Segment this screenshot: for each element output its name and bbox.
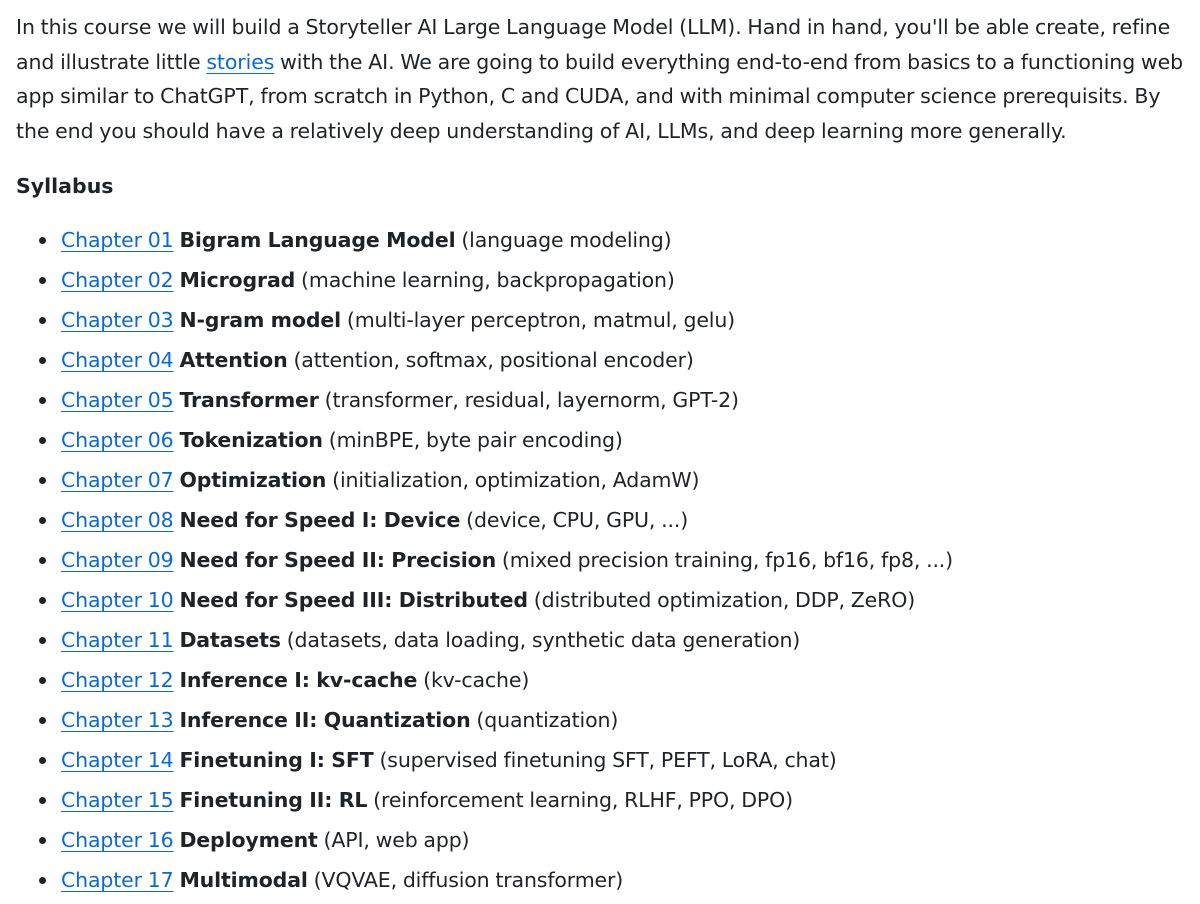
chapter-link[interactable]: Chapter 05 [61,388,174,413]
syllabus-item [16,783,1184,823]
intro-paragraph [16,10,1184,148]
syllabus-item [16,623,1184,663]
syllabus-item [16,823,1184,863]
intro-text-after: with the AI. We are going to build everything end-to-end from basics to a functioning web app similar to ChatGPT, from scratch in Python, C and CUDA, and with minimal computer science prerequisits. By the end you should have a relatively deep understanding of AI, LLMs, and deep learning more generally. [16,49,1184,143]
syllabus-item [16,503,1184,543]
chapter-title: Need for Speed III: Distributed [179,588,528,613]
chapter-link[interactable]: Chapter 04 [61,348,174,373]
chapter-description: (multi-layer perceptron, matmul, gelu) [346,308,736,333]
intro-text-before: In this course we will build a Storyteller AI Large Language Model (LLM). Hand in hand, you'll be able create, refine and illustrate little [16,15,1171,74]
chapter-link[interactable]: Chapter 11 [61,628,174,653]
syllabus-item [16,383,1184,423]
bullet-icon [39,557,46,564]
syllabus-item [16,583,1184,623]
chapter-description: (transformer, residual, layernorm, GPT-2) [324,388,739,413]
chapter-title: Micrograd [179,268,296,293]
chapter-description: (machine learning, backpropagation) [301,268,675,293]
chapter-description: (minBPE, byte pair encoding) [328,428,623,453]
chapter-link[interactable]: Chapter 02 [61,268,174,293]
chapter-title: Need for Speed I: Device [179,508,461,533]
chapter-link[interactable]: Chapter 14 [61,748,174,773]
chapter-description: (VQVAE, diffusion transformer) [313,868,624,893]
chapter-link[interactable]: Chapter 12 [61,668,174,693]
chapter-description: (quantization) [476,708,619,733]
bullet-icon [39,637,46,644]
chapter-description: (language modeling) [461,228,672,253]
chapter-title: Need for Speed II: Precision [179,548,497,573]
chapter-description: (distributed optimization, DDP, ZeRO) [533,588,916,613]
syllabus-list [16,223,1184,903]
bullet-icon [39,877,46,884]
bullet-icon [39,357,46,364]
syllabus-item [16,223,1184,263]
syllabus-heading: Syllabus [16,174,114,199]
chapter-description: (reinforcement learning, RLHF, PPO, DPO) [373,788,793,813]
syllabus-item [16,423,1184,463]
chapter-link[interactable]: Chapter 08 [61,508,174,533]
chapter-link[interactable]: Chapter 03 [61,308,174,333]
bullet-icon [39,277,46,284]
bullet-icon [39,477,46,484]
chapter-description: (API, web app) [323,828,470,853]
chapter-title: Multimodal [179,868,308,893]
chapter-title: Optimization [179,468,327,493]
chapter-description: (datasets, data loading, synthetic data generation) [286,628,801,653]
chapter-title: Inference I: kv-cache [179,668,418,693]
bullet-icon [39,597,46,604]
bullet-icon [39,397,46,404]
bullet-icon [39,437,46,444]
chapter-description: (device, CPU, GPU, ...) [466,508,689,533]
chapter-title: Transformer [179,388,319,413]
chapter-title: Deployment [179,828,318,853]
chapter-link[interactable]: Chapter 06 [61,428,174,453]
syllabus-item [16,463,1184,503]
chapter-description: (mixed precision training, fp16, bf16, fp8, ...) [501,548,954,573]
chapter-link[interactable]: Chapter 16 [61,828,174,853]
chapter-title: Tokenization [179,428,323,453]
chapter-title: Attention [179,348,288,373]
chapter-description: (initialization, optimization, AdamW) [332,468,700,493]
bullet-icon [39,757,46,764]
bullet-icon [39,517,46,524]
bullet-icon [39,317,46,324]
chapter-title: Inference II: Quantization [179,708,471,733]
stories-link[interactable]: stories [206,49,275,74]
chapter-description: (supervised finetuning SFT, PEFT, LoRA, chat) [379,748,837,773]
chapter-link[interactable]: Chapter 17 [61,868,174,893]
chapter-title: Bigram Language Model [179,228,456,253]
bullet-icon [39,837,46,844]
chapter-title: Finetuning I: SFT [179,748,374,773]
syllabus-item [16,743,1184,783]
syllabus-item [16,263,1184,303]
syllabus-item [16,863,1184,903]
chapter-description: (kv-cache) [423,668,530,693]
syllabus-item [16,663,1184,703]
syllabus-item [16,543,1184,583]
syllabus-item [16,303,1184,343]
bullet-icon [39,677,46,684]
chapter-link[interactable]: Chapter 09 [61,548,174,573]
chapter-link[interactable]: Chapter 07 [61,468,174,493]
chapter-title: Finetuning II: RL [179,788,368,813]
chapter-link[interactable]: Chapter 10 [61,588,174,613]
chapter-title: N-gram model [179,308,341,333]
chapter-description: (attention, softmax, positional encoder) [293,348,694,373]
syllabus-item [16,703,1184,743]
chapter-link[interactable]: Chapter 15 [61,788,174,813]
bullet-icon [39,717,46,724]
chapter-title: Datasets [179,628,281,653]
bullet-icon [39,797,46,804]
chapter-link[interactable]: Chapter 13 [61,708,174,733]
syllabus-item [16,343,1184,383]
chapter-link[interactable]: Chapter 01 [61,228,174,253]
bullet-icon [39,237,46,244]
